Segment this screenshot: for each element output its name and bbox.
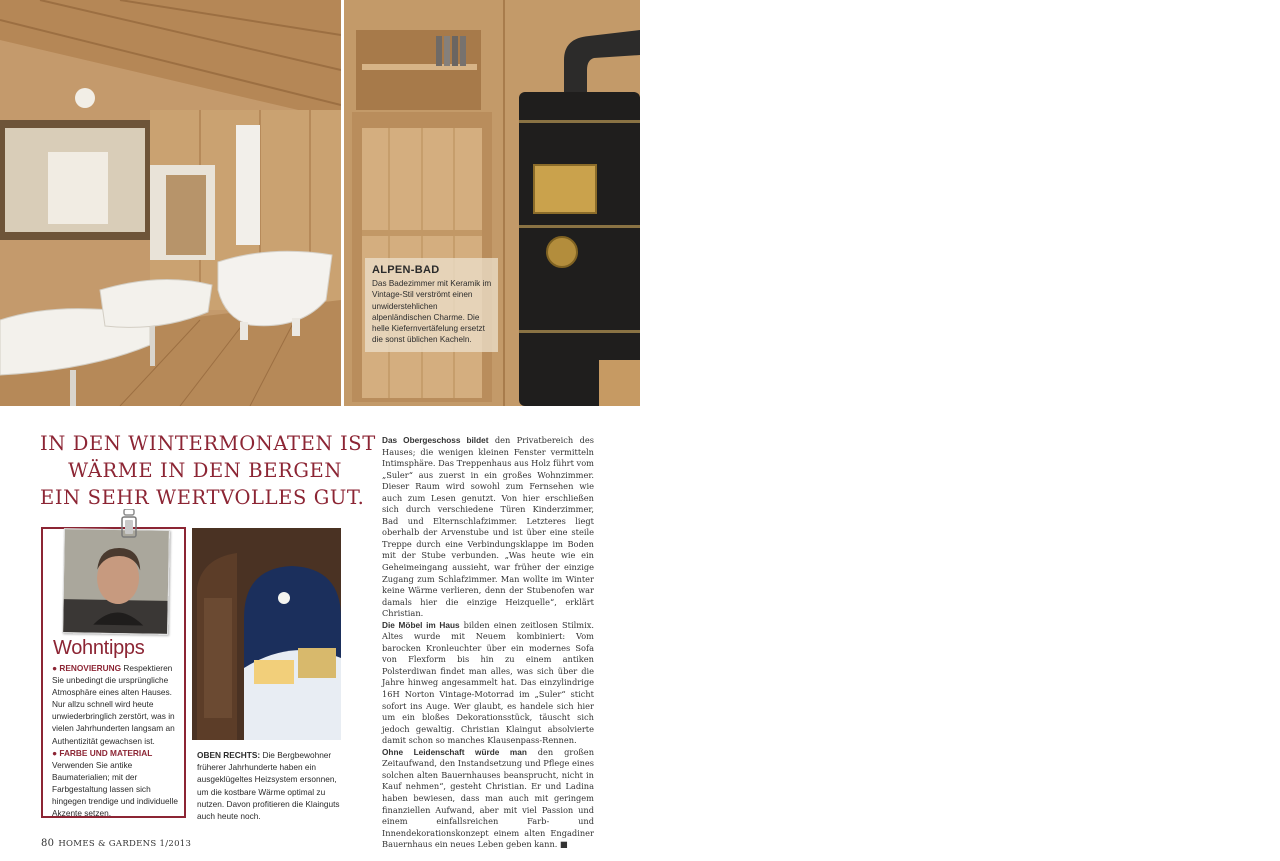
bullet-icon: ● <box>52 663 58 673</box>
caption-label: OBEN RECHTS: <box>197 750 261 760</box>
article-body <box>382 435 594 851</box>
stove-photo <box>344 0 640 406</box>
tips-list <box>52 662 182 819</box>
paragraph-2-lead: Die Möbel im Haus <box>382 620 460 630</box>
caption-text: Das Badezimmer mit Keramik im Vintage-Stil verströmt einen unwiderstehlichen alpenländischen Charme. Die helle Kiefernvertäfelung ersetzt die sonst üblichen Kacheln. <box>372 279 492 345</box>
bathroom-illustration <box>0 0 341 406</box>
tip-1-text: Respektieren Sie unbedingt die ursprüngliche Atmosphäre eines alten Hauses. Nur allzu schnell wird heute unwiederbringlich zerstört, was in vielen Jahrhunderten langsam an Authentizität gewachsen ist. <box>52 663 175 746</box>
magazine-name: HOMES & GARDENS 1/2013 <box>58 839 192 849</box>
page-number: 80 <box>41 838 55 849</box>
tip-2-keyword: FARBE UND MATERIAL <box>59 747 153 758</box>
paragraph-3-lead: Ohne Leidenschaft würde man <box>382 747 527 757</box>
caption-text: Die Bergbewohner früherer Jahrhunderte haben ein ausgeklügeltes Heizsystem ersonnen, um die kostbare Wärme optimal zu nutzen. Davon profitieren die Klainguts auch heute noch. <box>197 750 340 822</box>
caption-title: ALPEN-BAD <box>372 264 440 276</box>
oben-rechts-caption <box>197 749 343 822</box>
alpen-bad-caption <box>365 258 498 352</box>
door-illustration <box>192 528 341 740</box>
tips-title: Wohntipps <box>53 637 145 659</box>
portrait-photo <box>62 528 170 635</box>
bathroom-photo <box>0 0 341 406</box>
portrait-illustration <box>63 529 169 634</box>
tip-2-text: Verwenden Sie antike Baumaterialien; mit der Farbgestaltung lassen sich hingegen trendige und individuelle Akzente setzen. <box>52 759 178 819</box>
paper-clip-icon <box>121 509 137 539</box>
paragraph-1 <box>382 435 594 620</box>
headline-line-3: EIN SEHR WERTVOLLES GUT. <box>40 486 365 509</box>
paragraph-2-text: bilden einen zeitlosen Stilmix. Altes wurde mit Neuem kombiniert: Vom barocken Kronleuchter über ein modernes Sofa von Flexform bis hin zu einem antiken Polsterdiwan findet man alles, was sich über die Jahre hinweg angesammelt hat. Das einzylindrige 16H Norton Vintage-Motorrad im „Suler“ sticht sofort ins Auge. Wer glaubt, es handele sich hier um ein bloßes Dekorationsstück, täuscht sich jedoch gewaltig. Christian Klaingut absolvierte damit schon so manches Klausenpass-Rennen. <box>382 619 594 746</box>
paragraph-2 <box>382 620 594 747</box>
door-photo <box>192 528 341 740</box>
headline-line-2: WÄRME IN DEN BERGEN <box>68 459 342 482</box>
paragraph-1-lead: Das Obergeschoss bildet <box>382 436 489 445</box>
tip-1-keyword: RENOVIERUNG <box>59 663 122 673</box>
bullet-icon: ● <box>52 747 58 758</box>
paragraph-1-text: den Privatbereich des Hauses; die wenigen kleinen Fenster vermitteln Intimsphäre. Das Treppenhaus aus Holz führt vom „Suler“ aus zuerst in ein großes Wohnzimmer. Dieser Raum wird sowohl zum Fernsehen wie auch zum Lesen genutzt. Von hier erschließen sich durch verschiedene Türen Kinderzimmer, Bad und Elternschlafzimmer. Letzteres liegt oberhalb der Arvenstube und ist über eine steile Treppe durch eine Verbindungsklappe im Boden mit der Stube verbunden. „Was heute wie ein Geheimeingang aussieht, war früher der einzige Zugang zum Schlafzimmer. Man wollte im Winter keine Wärme verlieren, denn der Stubenofen war damals hier die einzige Heizquelle“, erklärt Christian. <box>382 435 594 619</box>
page-footer <box>41 838 191 849</box>
pull-quote-headline <box>40 430 376 511</box>
paragraph-3 <box>382 747 594 851</box>
paragraph-3-text: den großen Zeitaufwand, den Instandsetzung und Pflege eines solchen alten Bauernhauses beansprucht, nicht in Kauf nehmen“, gesteht Christian. Er und Ladina haben bewiesen, dass man auch mit geringem finanziellen Aufwand, aber mit viel Passion und einem einfallsreichen Farb- und Innendekorationskonzept einem alten Engadiner Bauernhaus ein neues Leben geben kann. ■ <box>382 746 595 850</box>
headline-line-1: IN DEN WINTERMONATEN IST <box>40 432 376 455</box>
